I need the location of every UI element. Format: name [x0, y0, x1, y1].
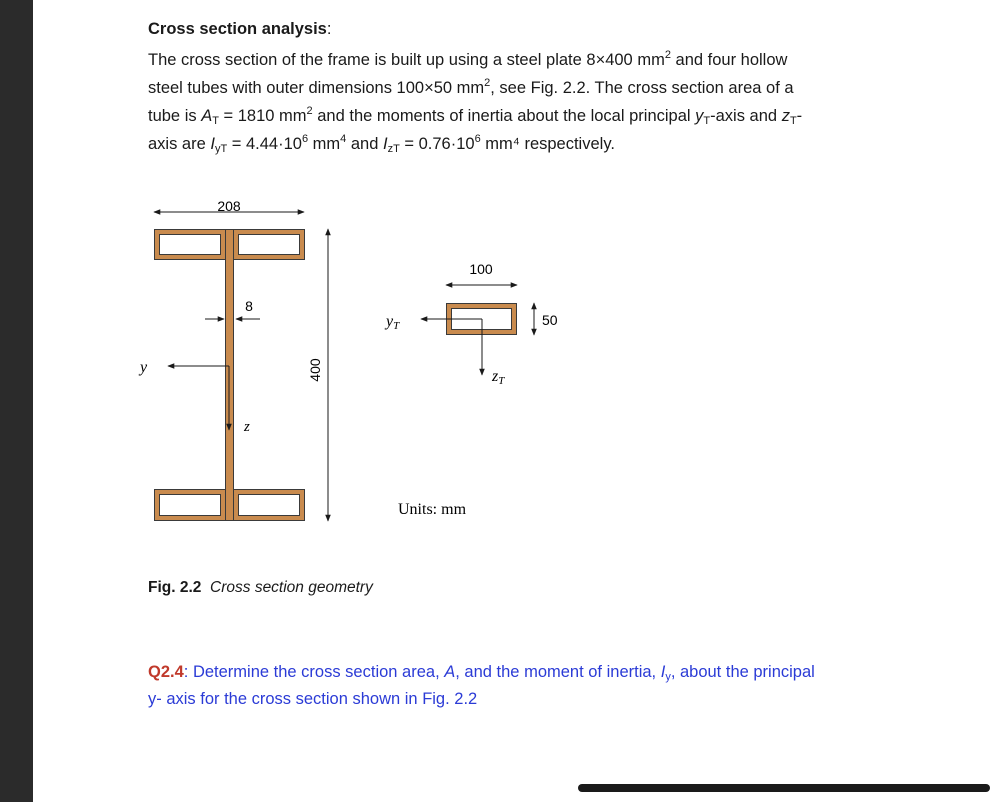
- units-label: Units: mm: [398, 501, 467, 518]
- y-axis-label: y: [140, 359, 148, 376]
- paragraph-line-1: The cross section of the frame is built up using a steel plate 8×400 $mm^2$ and four hollow: [148, 49, 788, 69]
- question-block: [148, 659, 928, 713]
- tube-top-right-hole: [239, 235, 300, 255]
- horizontal-scrollbar[interactable]: [578, 784, 990, 792]
- zT-axis-label: zT: [492, 368, 505, 387]
- tube-bottom-left-hole: [160, 495, 221, 516]
- plate-thickness-label: 8: [245, 298, 253, 314]
- width-dimension-label: 208: [217, 198, 241, 214]
- section-heading: Cross section analysis:: [148, 20, 332, 38]
- figure-caption: Fig. 2.2 Cross section geometry: [148, 579, 373, 596]
- yT-axis-label: yT: [386, 313, 400, 332]
- tube-height-label: 50: [542, 312, 558, 328]
- tube-bottom-right-hole: [239, 495, 300, 516]
- tube-width-label: 100: [469, 261, 493, 277]
- tube-top-left-hole: [160, 235, 221, 255]
- question-line-1: Q2.4: Determine the cross section area, A, and the moment of inertia, $I_y$, about the principal: [148, 663, 815, 683]
- paragraph-line-3: tube is $A_T = 1810$ $mm^2$ and the moments of inertia about the local principal $y_T$-axis and $z_T-$: [148, 105, 803, 127]
- z-axis-label: z: [244, 419, 250, 435]
- question-line-2: y- axis for the cross section shown in Fig. 2.2: [148, 690, 478, 708]
- height-dimension-label: 400: [307, 358, 323, 382]
- paragraph-line-4: axis are $I_{yT} = 4.44\cdot 10^6$ $mm^4$ and $I_{zT} = 0.76\cdot 10^6$ mm⁴ respectively.: [148, 133, 615, 155]
- paragraph-line-2: steel tubes with outer dimensions 100×50 $mm^2$, see Fig. 2.2. The cross section area of a: [148, 77, 794, 97]
